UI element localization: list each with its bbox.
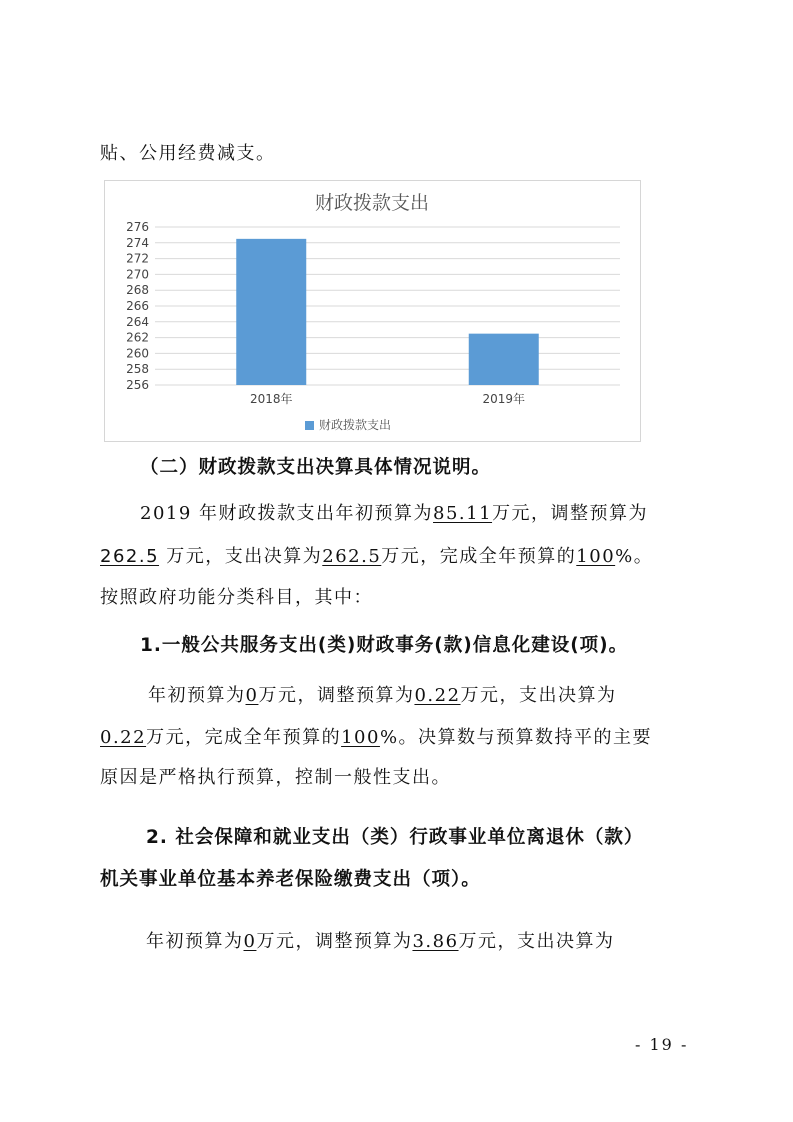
legend-label: 财政拨款支出 — [319, 418, 392, 432]
text: 万元，完成全年预算的 — [381, 546, 577, 567]
final-expenditure-value: 262.5 — [322, 546, 382, 567]
completion-percent: 100 — [576, 546, 616, 567]
item1-percent: 100 — [341, 727, 380, 748]
text: 万元，支出决算为 — [458, 931, 615, 952]
para1-line2 — [100, 545, 653, 569]
item1-adjusted-value: 0.22 — [414, 685, 461, 706]
item1-line2 — [100, 726, 652, 750]
chart-container — [104, 180, 641, 442]
y-tick-label: 260 — [126, 346, 149, 361]
chart-legend — [305, 417, 391, 432]
text: 年初预算为 — [146, 931, 244, 952]
x-tick-label: 2019年 — [482, 392, 526, 406]
item2-line1 — [146, 930, 615, 954]
para1-line1 — [140, 502, 648, 526]
text: 万元，调整预算为 — [258, 685, 415, 706]
text: 万元，支出决算为 — [460, 685, 617, 706]
para1-line3: 按照政府功能分类科目，其中： — [100, 587, 373, 608]
text: 万元，调整预算为 — [256, 931, 413, 952]
y-tick-label: 274 — [126, 235, 149, 250]
item2-initial-value: 0 — [243, 931, 257, 952]
bar-chart — [105, 181, 640, 441]
y-tick-label: 266 — [126, 299, 149, 313]
item1-line3: 原因是严格执行预算，控制一般性支出。 — [100, 767, 451, 788]
item2-heading-line2: 机关事业单位基本养老保险缴费支出（项）。 — [100, 869, 481, 890]
section-heading: （二）财政拨款支出决算具体情况说明。 — [140, 457, 492, 478]
bar-2 — [469, 334, 539, 385]
item1-heading: 1.一般公共服务支出(类)财政事务(款)信息化建设(项)。 — [140, 635, 629, 656]
y-tick-label: 270 — [126, 267, 149, 282]
text: 万元，支出决算为 — [166, 546, 323, 567]
page-number: - 19 - — [635, 1035, 689, 1054]
legend-swatch — [305, 421, 314, 430]
item1-final-value: 0.22 — [100, 727, 147, 748]
item1-initial-value: 0 — [245, 685, 259, 706]
text: %。 — [615, 546, 654, 567]
chart-title: 财政拨款支出 — [314, 192, 430, 214]
y-tick-label: 256 — [126, 378, 149, 392]
text: 万元，完成全年预算的 — [146, 727, 342, 748]
y-tick-label: 272 — [126, 251, 149, 266]
y-tick-label: 264 — [126, 314, 149, 329]
y-tick-label: 268 — [126, 283, 149, 298]
text: %。决算数与预算数持平的主要 — [379, 727, 653, 748]
intro-line: 贴、公用经费减支。 — [100, 143, 276, 164]
x-tick-label: 2018年 — [249, 392, 293, 406]
y-tick-label: 258 — [126, 362, 149, 377]
text: 2019 年财政拨款支出年初预算为 — [140, 503, 434, 524]
y-tick-label: 276 — [126, 220, 149, 234]
item1-line1 — [148, 684, 617, 708]
text: 年初预算为 — [148, 685, 246, 706]
text: 万元，调整预算为 — [492, 503, 649, 524]
initial-budget-value: 85.11 — [433, 503, 493, 524]
item2-heading-line1: 2. 社会保障和就业支出（类）行政事业单位离退休（款） — [146, 827, 644, 848]
y-tick-label: 262 — [126, 330, 149, 345]
adjusted-budget-value: 262.5 — [100, 546, 160, 567]
item2-adjusted-value: 3.86 — [412, 931, 459, 952]
bar-1 — [236, 239, 306, 385]
